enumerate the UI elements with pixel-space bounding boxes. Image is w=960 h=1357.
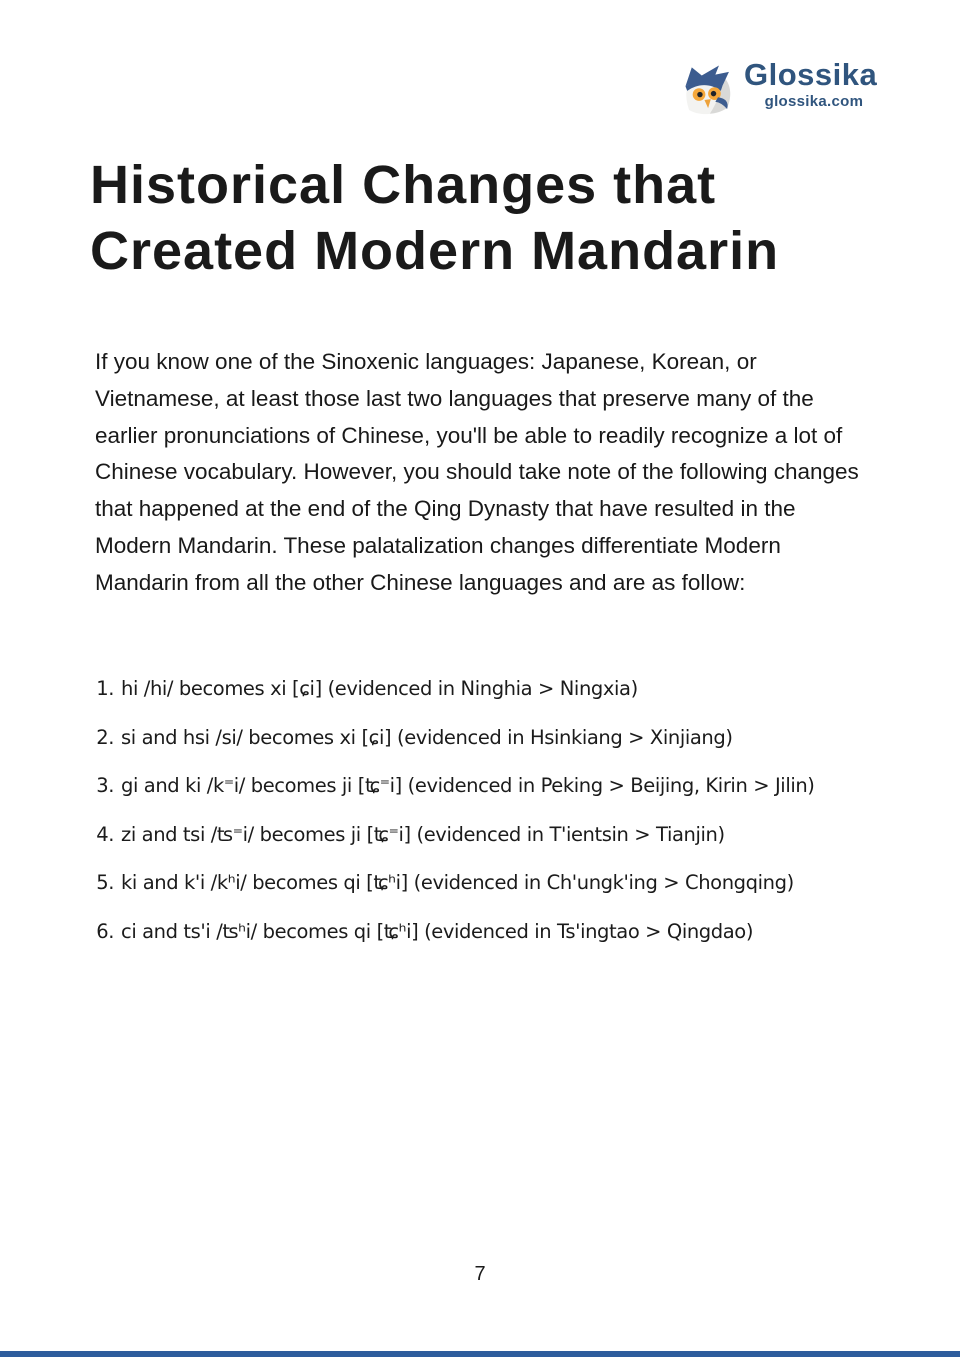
list-item-number: 5.	[96, 871, 114, 894]
list-item-number: 6.	[96, 919, 114, 943]
page-number: 7	[474, 1263, 486, 1285]
list-item-text: hi /hi/ becomes xi [ɕi] (evidenced in Ninghia > Ningxia)	[121, 677, 638, 700]
sound-changes-list	[90, 676, 890, 967]
list-item-number: 4.	[96, 822, 114, 846]
list-item	[90, 919, 890, 945]
list-item	[90, 822, 890, 848]
logo-text-block	[744, 58, 877, 110]
list-item-number: 3.	[96, 774, 114, 797]
owl-icon	[680, 60, 738, 120]
list-item-text: ci and ts'i /ʦʰi/ becomes qi [ʨʰi] (evidenced in Ts'ingtao > Qingdao)	[121, 919, 754, 943]
list-item	[90, 870, 890, 896]
glossika-logo	[680, 58, 877, 120]
brand-name: Glossika	[744, 57, 878, 92]
intro-paragraph: If you know one of the Sinoxenic languages: Japanese, Korean, or Vietnamese, at least those last two languages that preserve many of the earlier pronunciations of Chinese, you'll be able to readily recognize a lot of Chinese vocabulary. However, you should take note of the following changes that happened at the end of the Qing Dynasty that have resulted in the Modern Mandarin. These palatalization changes differentiate Modern Mandarin from all the other Chinese languages and are as follow:	[95, 349, 859, 595]
page-title: Historical Changes that Created Modern Mandarin	[90, 155, 780, 281]
list-item	[90, 725, 890, 751]
list-item	[90, 676, 890, 702]
list-item-number: 2.	[96, 725, 114, 749]
brand-website: glossika.com	[764, 93, 864, 110]
footer-accent-bar	[0, 1351, 960, 1357]
list-item-text: gi and ki /k⁼i/ becomes ji [ʨ⁼i] (evidenced in Peking > Beijing, Kirin > Jilin)	[121, 774, 815, 797]
list-item-text: zi and tsi /ʦ⁼i/ becomes ji [ʨ⁼i] (evidenced in T'ientsin > Tianjin)	[121, 822, 725, 846]
list-item-text: ki and k'i /kʰi/ becomes qi [ʨʰi] (evidenced in Ch'ungk'ing > Chongqing)	[121, 871, 794, 894]
list-item-number: 1.	[96, 677, 114, 700]
list-item-text: si and hsi /si/ becomes xi [ɕi] (evidenced in Hsinkiang > Xinjiang)	[121, 725, 733, 749]
list-item	[90, 773, 890, 799]
